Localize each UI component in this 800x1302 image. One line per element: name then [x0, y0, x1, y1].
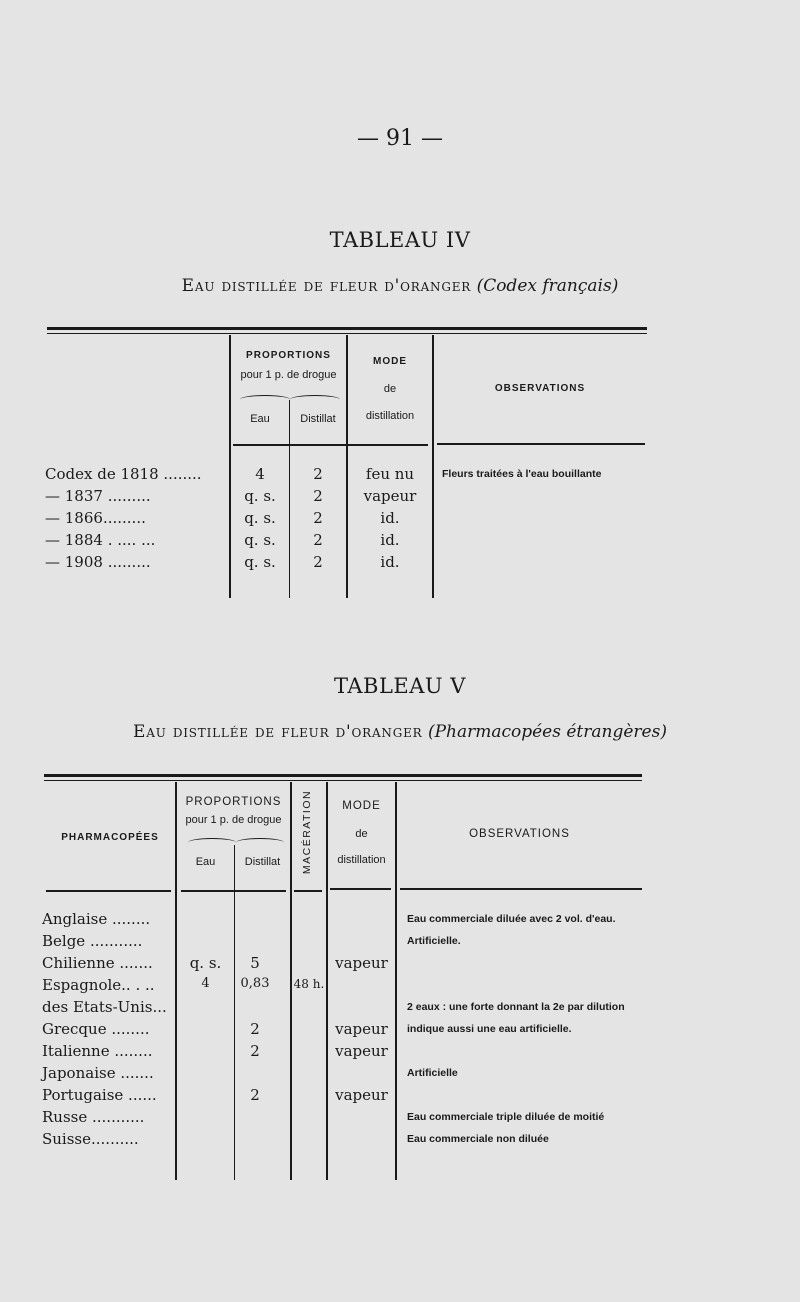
table-row-label: Anglaise ........ [42, 910, 151, 928]
table-cell-mode: id. [380, 553, 400, 571]
table-cell-eau: q. s. [244, 487, 276, 505]
t4-header-mode: MODE [373, 356, 407, 367]
table-cell-observations: Eau commerciale non diluée [407, 1133, 549, 1145]
t5-header-pharmacopees: PHARMACOPÉES [61, 832, 159, 843]
table-cell-mode: id. [380, 531, 400, 549]
table-row-label: Japonaise ....... [42, 1064, 154, 1082]
table-cell-distillat: 2 [250, 1020, 260, 1038]
table-row-label: Italienne ........ [42, 1042, 153, 1060]
t5-header-distillation: distillation [337, 854, 386, 866]
table-cell-distillat: 2 [313, 465, 323, 483]
table-cell-eau: q. s. [189, 954, 222, 972]
t5-header-observations: OBSERVATIONS [469, 828, 570, 840]
table-row-label: Suisse.......... [42, 1130, 139, 1148]
table-cell-distillat: 2 [250, 1042, 260, 1060]
table-row-label: — 1908 ......... [45, 553, 151, 571]
t5-header-eau: Eau [195, 856, 216, 868]
table-cell-mode: feu nu [365, 465, 415, 483]
table-cell-mode: vapeur [335, 954, 388, 972]
table-row-label: Belge ........... [42, 932, 143, 950]
t4-header-observations: OBSERVATIONS [494, 383, 586, 394]
table-cell-mode: vapeur [363, 487, 417, 505]
table-cell-distillat: 2 [313, 487, 323, 505]
t4-header-pour: pour 1 p. de drogue [240, 369, 337, 381]
table-cell-observations: Artificielle. [407, 935, 461, 947]
table-cell-mode: vapeur [335, 1042, 388, 1060]
table-cell-distillat: 2 [313, 531, 323, 549]
table-cell-eau: 4 [201, 976, 210, 991]
table-cell-distillat: 2 [313, 553, 323, 571]
table-cell-distillat: 2 [250, 1086, 260, 1104]
table-iv-title: TABLEAU IV [329, 228, 471, 252]
t4-header-distillat: Distillat [300, 413, 336, 425]
table-cell-eau: q. s. [244, 509, 276, 527]
t5-header-de: de [355, 828, 368, 840]
table-cell-eau: q. s. [244, 531, 276, 549]
table-row-label: des Etats-Unis... [42, 998, 167, 1016]
t5-header-pour: pour 1 p. de drogue [185, 814, 282, 826]
table-cell-distillat: 2 [313, 509, 323, 527]
t5-header-mode: MODE [342, 800, 381, 812]
table-cell-eau: q. s. [244, 553, 276, 571]
table-v-title: TABLEAU V [334, 674, 466, 698]
table-row-label: Portugaise ...... [42, 1086, 157, 1104]
t4-header-eau: Eau [250, 413, 270, 425]
table-cell-mode: vapeur [335, 1086, 388, 1104]
table-row-label: Espagnole.. . .. [42, 976, 155, 994]
table-row-label: Chilienne ....... [42, 954, 153, 972]
t4-header-de: de [383, 383, 397, 395]
table-cell-observations: indique aussi une eau artificielle. [407, 1023, 572, 1035]
table-cell-observations: Eau commerciale triple diluée de moitié [407, 1111, 605, 1123]
table-cell-mode: vapeur [335, 1020, 388, 1038]
t5-header-distillat: Distillat [244, 856, 281, 868]
t4-header-distillation: distillation [365, 410, 415, 422]
t4-header-proportions: PROPORTIONS [246, 350, 331, 361]
table-cell-distillat: 5 [250, 954, 260, 972]
table-cell-distillat: 0,83 [240, 976, 270, 991]
table-row-label: — 1866......... [45, 509, 146, 527]
t5-header-maceration: MACÉRATION [301, 789, 313, 875]
t5-header-proportions: PROPORTIONS [185, 796, 282, 808]
table-cell-maceration: 48 h. [293, 977, 325, 991]
table-cell-observations: 2 eaux : une forte donnant la 2e par dilution [407, 1001, 625, 1013]
table-cell-observations: Artificielle [407, 1067, 458, 1079]
table-row-label: Grecque ........ [42, 1020, 150, 1038]
table-row-label: — 1837 ......... [45, 487, 151, 505]
table-row-label: Codex de 1818 ........ [45, 465, 202, 483]
table-cell-eau: 4 [255, 465, 265, 483]
table-row-label: — 1884 . .... ... [45, 531, 156, 549]
table-v-subtitle: Eau distillée de fleur d'oranger (Pharmacopées étrangères) [133, 722, 667, 742]
table-row-label: Russe ........... [42, 1108, 145, 1126]
page-number: — 91 — [357, 126, 443, 151]
table-cell-observations: Fleurs traitées à l'eau bouillante [442, 468, 602, 480]
table-cell-observations: Eau commerciale diluée avec 2 vol. d'eau. [407, 913, 616, 925]
table-cell-mode: id. [380, 509, 400, 527]
table-iv-subtitle: Eau distillée de fleur d'oranger (Codex français) [181, 276, 619, 296]
